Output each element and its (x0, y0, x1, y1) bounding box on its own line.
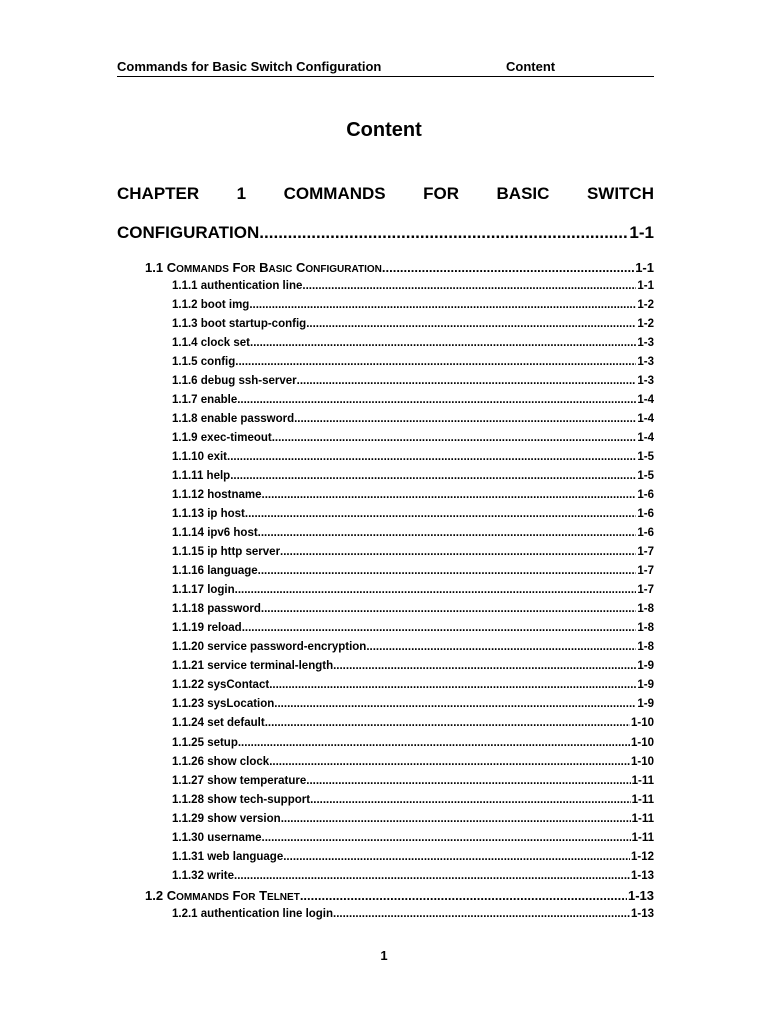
toc-page-number: 1-5 (637, 470, 654, 483)
toc-subsection-number: 1.1.2 (172, 299, 198, 312)
toc-page-number: 1-13 (630, 869, 654, 882)
toc-subsection-number: 1.1.16 (172, 565, 204, 578)
toc-page-number: 1-10 (630, 736, 654, 749)
dot-leader (366, 641, 636, 653)
chapter-word: CHAPTER (117, 184, 200, 203)
toc-subsection-label (172, 870, 234, 882)
toc-subsection-label (172, 737, 238, 749)
toc-section-label (145, 260, 382, 275)
toc-page-number: 1-10 (630, 755, 654, 768)
toc-page-number: 1-3 (637, 337, 654, 350)
toc-subsection-number: 1.1.3 (172, 318, 198, 331)
dot-leader (306, 775, 630, 787)
toc-section-word-initial: C (166, 260, 177, 275)
toc-subsection-title: exec-timeout (200, 432, 272, 445)
toc-subsection-label (172, 775, 306, 787)
toc-subsection-label (172, 603, 261, 615)
toc-section-word-initial: F (232, 260, 241, 275)
dot-leader (382, 260, 634, 275)
toc-subsection-title: write (207, 869, 235, 882)
dot-leader (258, 565, 637, 577)
toc-subsection-label (172, 413, 294, 425)
chapter-word: SWITCH (586, 184, 654, 203)
toc-subsection-title: service terminal-length (207, 660, 334, 673)
toc-subsection-title: sysLocation (207, 698, 275, 711)
toc-page-number: 1-8 (637, 641, 654, 654)
toc-subsection-entry[interactable] (172, 299, 654, 311)
toc-section-entry[interactable] (145, 888, 654, 903)
toc-subsection-number: 1.1.13 (172, 508, 204, 521)
toc-subsection-number: 1.1.4 (172, 337, 198, 350)
toc-subsection-label (172, 794, 310, 806)
toc-page-number: 1-11 (631, 793, 654, 806)
toc-chapter-entry[interactable] (117, 223, 654, 243)
toc-subsection-label (172, 679, 269, 691)
toc-page-number: 1-12 (630, 850, 654, 863)
toc-subsection-entry[interactable] (172, 775, 654, 787)
toc-page-number: 1-4 (637, 413, 654, 426)
toc-subsection-label (172, 717, 265, 729)
dot-leader (237, 394, 636, 406)
toc-subsection-label (172, 375, 297, 387)
toc-page-number: 1-9 (637, 698, 654, 711)
toc-subsection-number: 1.1.18 (172, 603, 204, 616)
toc-subsection-title: language (207, 565, 258, 578)
dot-leader (262, 489, 637, 501)
toc-subsection-label (172, 908, 333, 920)
toc-subsection-title: authentication line (200, 280, 303, 293)
toc-subsection-label (172, 622, 242, 634)
dot-leader (258, 527, 637, 539)
toc-subsection-number: 1.1.25 (172, 736, 204, 749)
toc-subsection-title: authentication line login (200, 907, 334, 920)
toc-subsection-entry[interactable] (172, 394, 654, 406)
dot-leader (269, 679, 636, 691)
dot-leader (242, 622, 637, 634)
toc-subsection-entry[interactable] (172, 679, 654, 691)
dot-leader (245, 508, 636, 520)
toc-page-number: 1-1 (637, 280, 654, 293)
dot-leader (274, 698, 636, 710)
toc-subsection-label (172, 546, 280, 558)
toc-subsection-title: sysContact (207, 679, 270, 692)
chapter-word: BASIC (496, 184, 550, 203)
toc-subsection-title: config (200, 356, 236, 369)
page-header (117, 57, 654, 77)
dot-leader (297, 375, 637, 387)
toc-subsection-entry[interactable] (172, 870, 654, 882)
toc-subsection-entry[interactable] (172, 584, 654, 596)
toc-subsection-number: 1.2.1 (172, 907, 198, 920)
toc-subsection-label (172, 337, 250, 349)
toc-section-number: 1.2 (145, 887, 164, 903)
header-section-name: Content (506, 59, 556, 74)
toc-subsection-title: username (207, 831, 262, 844)
toc-subsection-entry[interactable] (172, 717, 654, 729)
toc-subsection-title: exit (207, 451, 228, 464)
toc-subsection-title: boot img (200, 299, 250, 312)
toc-subsection-entry[interactable] (172, 489, 654, 501)
toc-subsection-number: 1.1.21 (172, 660, 204, 673)
dot-leader (262, 832, 631, 844)
page-number: 1 (380, 948, 388, 963)
toc-subsection-label (172, 660, 333, 672)
toc-page-number: 1-2 (637, 299, 654, 312)
toc-subsection-label (172, 584, 235, 596)
toc-section-word-rest: ASIC (268, 264, 293, 275)
dot-leader (294, 413, 636, 425)
dot-leader (272, 432, 637, 444)
toc-page-number: 1-8 (637, 622, 654, 635)
toc-subsection-entry[interactable] (172, 641, 654, 653)
toc-subsection-title: show temperature (207, 774, 307, 787)
toc-subsection-number: 1.1.28 (172, 793, 204, 806)
toc-subsection-label (172, 432, 272, 444)
toc-page-number: 1-3 (637, 356, 654, 369)
toc-subsection-label (172, 832, 262, 844)
toc-subsection-label (172, 356, 235, 368)
toc-section-word-initial: B (259, 260, 269, 275)
toc-subsection-entry[interactable] (172, 660, 654, 672)
toc-subsection-number: 1.1.15 (172, 546, 204, 559)
toc-subsection-number: 1.1.5 (172, 356, 198, 369)
toc-subsection-entry[interactable] (172, 813, 654, 825)
toc-page-number: 1-4 (637, 394, 654, 407)
toc-subsection-title: ip host (207, 508, 245, 521)
toc-subsection-label (172, 698, 274, 710)
toc-subsection-entry[interactable] (172, 698, 654, 710)
toc-subsection-title: enable password (200, 413, 295, 426)
toc-subsection-title: set default (207, 717, 265, 730)
toc-page-number: 1-7 (637, 565, 654, 578)
toc-subsection-number: 1.1.23 (172, 698, 204, 711)
toc-section-word-rest: OR (240, 891, 256, 903)
toc-subsection-title: web language (207, 850, 284, 863)
toc-subsection-number: 1.1.1 (172, 280, 198, 293)
toc-page-number: 1-4 (637, 432, 654, 445)
toc-subsection-title: help (206, 470, 231, 483)
toc-subsection-title: boot startup-config (200, 318, 307, 331)
toc-subsection-label (172, 489, 262, 501)
toc-subsection-number: 1.1.10 (172, 451, 204, 464)
toc-subsection-label (172, 470, 230, 482)
toc-subsection-label (172, 527, 258, 539)
toc-subsection-label (172, 299, 249, 311)
toc-subsection-entry[interactable] (172, 832, 654, 844)
toc-subsection-title: show version (207, 812, 281, 825)
toc-section-label (145, 888, 300, 903)
toc-subsection-label (172, 813, 281, 825)
toc-subsection-entry[interactable] (172, 413, 654, 425)
toc-section-number: 1.1 (145, 260, 164, 275)
toc-page-number: 1-5 (637, 451, 654, 464)
toc-section-word-initial: C (166, 887, 177, 903)
toc-section-word-initial: F (232, 887, 241, 903)
dot-leader (333, 660, 636, 672)
toc-subsection-entry[interactable] (172, 280, 654, 292)
toc-subsection-number: 1.1.20 (172, 641, 204, 654)
toc-section-word-initial: C (296, 260, 306, 275)
toc-page-number: 1-13 (627, 887, 654, 903)
toc-subsection-number: 1.1.29 (172, 812, 204, 825)
toc-subsection-title: ipv6 host (207, 527, 258, 540)
dot-leader (281, 813, 631, 825)
page-title: Content (346, 119, 422, 141)
toc-page-number: 1-7 (637, 546, 654, 559)
toc-subsection-title: debug ssh-server (200, 375, 297, 388)
dot-leader (300, 888, 627, 903)
toc-page-number: 1-1 (635, 260, 654, 275)
toc-subsection-entry[interactable] (172, 603, 654, 615)
toc-page-number: 1-11 (631, 812, 654, 825)
toc-subsection-title: clock set (200, 337, 251, 350)
dot-leader (280, 546, 636, 558)
header-document-title: Commands for Basic Switch Configuration (117, 59, 382, 74)
toc-subsection-entry[interactable] (172, 851, 654, 863)
toc-section-word-rest: ELNET (267, 891, 300, 903)
toc-subsection-entry[interactable] (172, 451, 654, 463)
toc-page-number: 1-11 (631, 774, 654, 787)
dot-leader (269, 756, 630, 768)
dot-leader (306, 318, 636, 330)
toc-subsection-title: enable (200, 394, 238, 407)
toc-section-word-rest: OMMANDS (176, 264, 229, 275)
toc-subsection-number: 1.1.31 (172, 850, 204, 863)
toc-page-number: 1-9 (637, 679, 654, 692)
toc-subsection-number: 1.1.6 (172, 375, 198, 388)
toc-page-number: 1-6 (637, 527, 654, 540)
toc-subsection-number: 1.1.11 (172, 470, 204, 483)
toc-subsection-entry[interactable] (172, 432, 654, 444)
toc-subsection-label (172, 318, 306, 330)
toc-page-number: 1-2 (637, 318, 654, 331)
toc-section-word-rest: ONFIGURATION (305, 264, 382, 275)
toc-subsection-label (172, 394, 237, 406)
toc-subsection-label (172, 756, 269, 768)
toc-subsection-number: 1.1.8 (172, 413, 198, 426)
chapter-heading-line1 (117, 184, 654, 204)
toc-subsection-entry[interactable] (172, 622, 654, 634)
dot-leader (234, 870, 630, 882)
toc-subsection-label (172, 851, 283, 863)
toc-subsection-title: password (207, 603, 261, 616)
toc-subsection-title: show tech-support (207, 793, 311, 806)
toc-subsection-number: 1.1.17 (172, 584, 204, 597)
toc-subsection-label (172, 451, 227, 463)
toc-subsection-label (172, 641, 366, 653)
toc-subsection-number: 1.1.19 (172, 622, 204, 635)
toc-page-number: 1-10 (630, 717, 654, 730)
chapter-word: 1 (236, 184, 247, 203)
toc-page-number: 1-6 (637, 489, 654, 502)
toc-subsection-title: setup (207, 736, 238, 749)
dot-leader (265, 717, 630, 729)
dot-leader (302, 280, 636, 292)
toc-subsection-entry[interactable] (172, 908, 654, 920)
toc-subsection-entry[interactable] (172, 470, 654, 482)
toc-subsection-title: service password-encryption (207, 641, 367, 654)
toc-subsection-entry[interactable] (172, 546, 654, 558)
dot-leader (310, 794, 631, 806)
dot-leader (238, 737, 630, 749)
toc-subsection-entry[interactable] (172, 565, 654, 577)
toc-section-word-initial: T (259, 887, 268, 903)
chapter-word: FOR (423, 184, 460, 203)
toc-subsection-number: 1.1.32 (172, 869, 204, 882)
toc-subsection-title: login (207, 584, 235, 597)
toc-page-number: 1-8 (637, 603, 654, 616)
toc-subsection-title: show clock (207, 755, 270, 768)
dot-leader (283, 851, 630, 863)
toc-subsection-entry[interactable] (172, 318, 654, 330)
toc-page-number: 1-9 (637, 660, 654, 673)
toc-subsection-title: hostname (207, 489, 262, 502)
toc-page-number: 1-3 (637, 375, 654, 388)
toc-subsection-number: 1.1.27 (172, 774, 204, 787)
dot-leader (235, 356, 636, 368)
dot-leader (230, 470, 636, 482)
toc-page-number: 1-7 (637, 584, 654, 597)
toc-section-word-rest: OMMANDS (176, 891, 229, 903)
toc-subsection-title: ip http server (207, 546, 281, 559)
toc-subsection-entry[interactable] (172, 737, 654, 749)
toc-subsection-number: 1.1.9 (172, 432, 198, 445)
toc-page-number: 1-1 (629, 223, 654, 242)
toc-subsection-label (172, 280, 302, 292)
toc-page-number: 1-6 (637, 508, 654, 521)
dot-leader (249, 299, 636, 311)
dot-leader (333, 908, 630, 920)
toc-subsection-entry[interactable] (172, 508, 654, 520)
toc-subsection-number: 1.1.7 (172, 394, 198, 407)
toc-subsection-entry[interactable] (172, 794, 654, 806)
chapter-heading-line2: CONFIGURATION (117, 223, 260, 242)
toc-subsection-label (172, 565, 258, 577)
toc-subsection-entry[interactable] (172, 527, 654, 539)
toc-subsection-label (172, 508, 245, 520)
dot-leader (235, 584, 637, 596)
dot-leader (261, 603, 637, 615)
dot-leader (259, 223, 628, 243)
toc-page-number: 1-13 (630, 907, 654, 920)
toc-subsection-number: 1.1.14 (172, 527, 204, 540)
toc-subsection-entry[interactable] (172, 337, 654, 349)
toc-subsection-entry[interactable] (172, 756, 654, 768)
toc-section-entry[interactable] (145, 260, 654, 275)
chapter-word: COMMANDS (283, 184, 386, 203)
toc-subsection-number: 1.1.12 (172, 489, 204, 502)
toc-subsection-entry[interactable] (172, 356, 654, 368)
toc-subsection-number: 1.1.30 (172, 831, 204, 844)
toc-page-number: 1-11 (631, 831, 654, 844)
toc-subsection-title: reload (207, 622, 242, 635)
toc-subsection-entry[interactable] (172, 375, 654, 387)
dot-leader (250, 337, 636, 349)
toc-subsection-number: 1.1.24 (172, 717, 204, 730)
toc-subsection-number: 1.1.22 (172, 679, 204, 692)
toc-section-word-rest: OR (240, 264, 256, 275)
toc-subsection-number: 1.1.26 (172, 755, 204, 768)
dot-leader (227, 451, 636, 463)
